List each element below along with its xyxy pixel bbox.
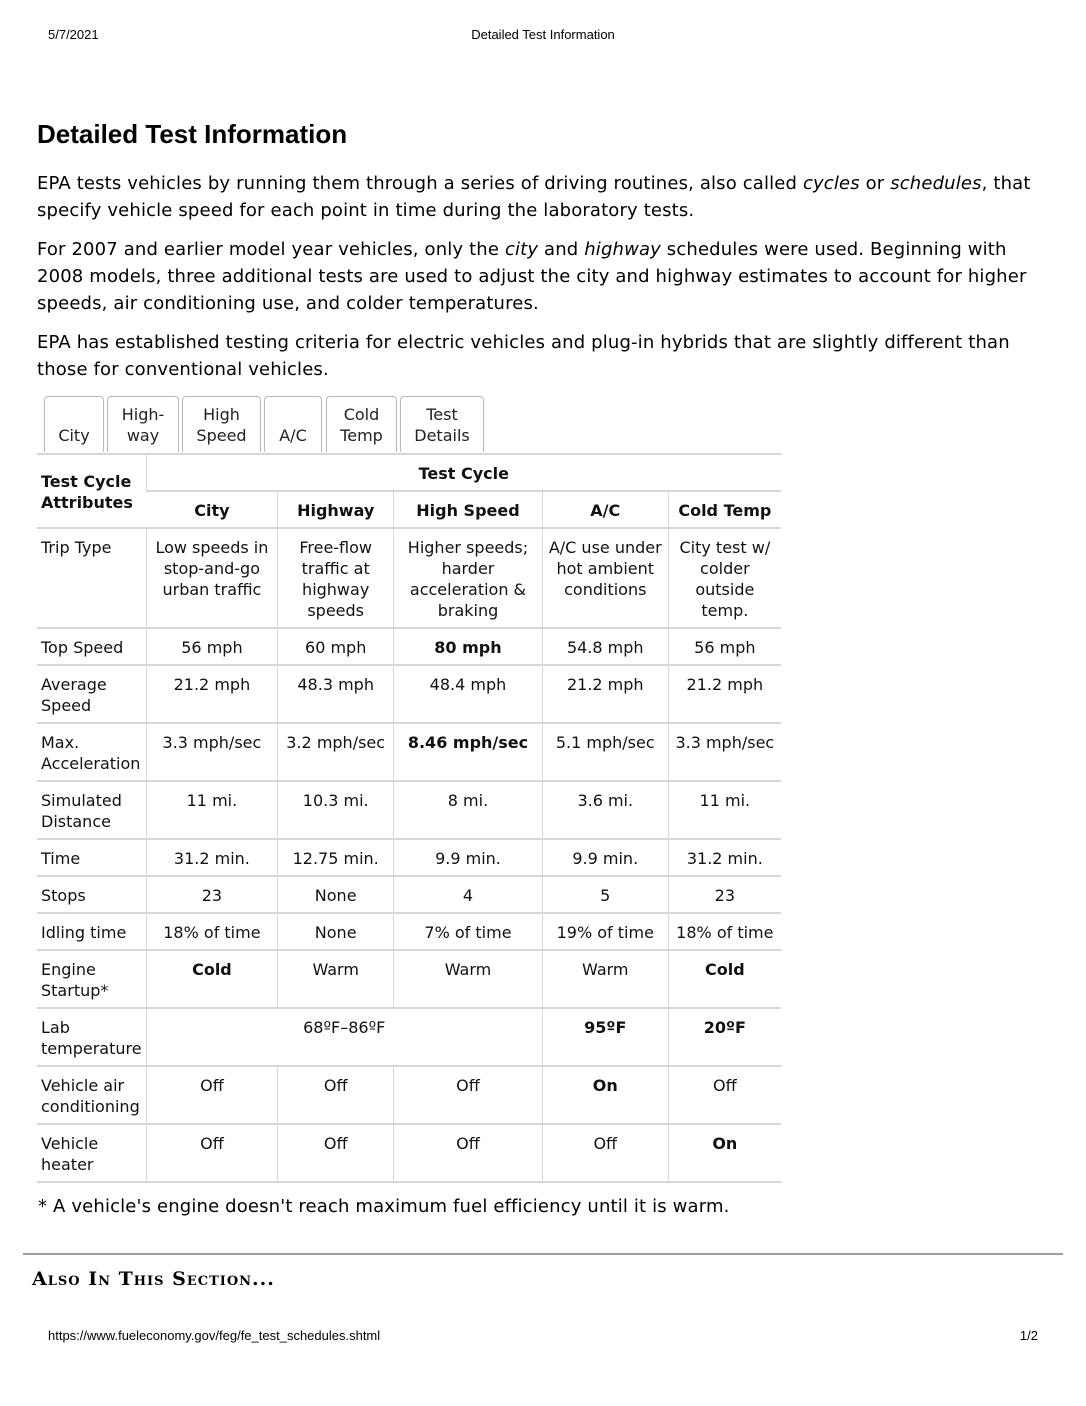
table-cell: Off xyxy=(394,1066,543,1124)
table-cell: 3.3 mph/sec xyxy=(668,723,781,781)
table-cell: Cold xyxy=(146,950,278,1008)
table-cell: 95ºF xyxy=(542,1008,668,1066)
table-column-header-row xyxy=(37,491,781,528)
row-label: Max. Acceleration xyxy=(37,723,146,781)
p1-term-schedules: schedules xyxy=(890,173,982,194)
p2-text-c: schedules were used. Beginning with 2008 models, three additional tests are used to adjust the city and highway estimates to account for higher speeds, air conditioning use, and colder temperatures. xyxy=(37,239,1027,314)
table-cell: None xyxy=(278,876,394,913)
table-row xyxy=(37,665,781,723)
table-cell: Off xyxy=(146,1066,278,1124)
test-cycle-table xyxy=(37,453,781,1183)
print-title: Detailed Test Information xyxy=(471,27,615,42)
tab-test-details[interactable] xyxy=(400,396,484,452)
table-row xyxy=(37,913,781,950)
table-cell: 4 xyxy=(394,876,543,913)
col-header-high-speed: High Speed xyxy=(394,491,543,528)
row-label: Idling time xyxy=(37,913,146,950)
row-label: Average Speed xyxy=(37,665,146,723)
table-row xyxy=(37,950,781,1008)
p1-text-a: EPA tests vehicles by running them through a series of driving routines, also called xyxy=(37,173,803,194)
tab-label: A/C xyxy=(279,426,307,445)
table-cell: Off xyxy=(394,1124,543,1182)
p2-text-a: For 2007 and earlier model year vehicles, only the xyxy=(37,239,505,260)
print-page-number: 1/2 xyxy=(1019,1328,1038,1343)
attr-column-header: Test Cycle Attributes xyxy=(37,454,146,528)
col-header-city: City xyxy=(146,491,278,528)
table-cell: 31.2 min. xyxy=(146,839,278,876)
col-header-highway: Highway xyxy=(278,491,394,528)
table-cell: Low speeds in stop-and-go urban traffic xyxy=(146,528,278,628)
table-cell: 5 xyxy=(542,876,668,913)
table-cell: 9.9 min. xyxy=(542,839,668,876)
table-cell: A/C use under hot ambient conditions xyxy=(542,528,668,628)
table-cell: Cold xyxy=(668,950,781,1008)
tab-label: High- way xyxy=(121,405,165,445)
p1-text-b: or xyxy=(859,173,891,194)
table-cell: 20ºF xyxy=(668,1008,781,1066)
p1-term-cycles: cycles xyxy=(802,173,860,194)
table-cell: Off xyxy=(278,1124,394,1182)
table-cell: 21.2 mph xyxy=(668,665,781,723)
engine-footnote: * A vehicle's engine doesn't reach maximum fuel efficiency until it is warm. xyxy=(38,1196,730,1217)
print-url: https://www.fueleconomy.gov/feg/fe_test_schedules.shtml xyxy=(48,1328,381,1343)
table-row xyxy=(37,839,781,876)
table-cell: 80 mph xyxy=(394,628,543,665)
row-label: Top Speed xyxy=(37,628,146,665)
table-cell: Off xyxy=(278,1066,394,1124)
table-cell: 56 mph xyxy=(668,628,781,665)
table-cell: 60 mph xyxy=(278,628,394,665)
table-cell: Warm xyxy=(278,950,394,1008)
tab-label: Cold Temp xyxy=(340,405,383,445)
tab-label: City xyxy=(58,426,90,445)
table-cell: 21.2 mph xyxy=(542,665,668,723)
table-cell: 11 mi. xyxy=(146,781,278,839)
table-cell: 21.2 mph xyxy=(146,665,278,723)
table-row xyxy=(37,876,781,913)
table-row xyxy=(37,1066,781,1124)
table-cell: Warm xyxy=(542,950,668,1008)
also-in-section-heading: Also In This Section... xyxy=(32,1268,275,1290)
table-cell: Free-flow traffic at highway speeds xyxy=(278,528,394,628)
table-cell: 3.3 mph/sec xyxy=(146,723,278,781)
table-cell: 48.3 mph xyxy=(278,665,394,723)
table-cell: Off xyxy=(668,1066,781,1124)
intro-paragraph xyxy=(37,170,1037,224)
table-cell: 48.4 mph xyxy=(394,665,543,723)
table-cell: 54.8 mph xyxy=(542,628,668,665)
table-cell: 23 xyxy=(668,876,781,913)
row-label: Vehicle air conditioning xyxy=(37,1066,146,1124)
row-label: Trip Type xyxy=(37,528,146,628)
row-label: Stops xyxy=(37,876,146,913)
table-cell: 3.2 mph/sec xyxy=(278,723,394,781)
table-cell: 19% of time xyxy=(542,913,668,950)
table-cell: 68ºF–86ºF xyxy=(146,1008,542,1066)
p2-term-city: city xyxy=(504,239,539,260)
table-cell: 9.9 min. xyxy=(394,839,543,876)
table-cell: 18% of time xyxy=(668,913,781,950)
tab-high-speed[interactable] xyxy=(182,396,261,452)
table-cell: Off xyxy=(542,1124,668,1182)
row-label: Time xyxy=(37,839,146,876)
table-cell: Warm xyxy=(394,950,543,1008)
table-row xyxy=(37,781,781,839)
row-label: Simulated Distance xyxy=(37,781,146,839)
row-label: Engine Startup* xyxy=(37,950,146,1008)
col-header-cold-temp: Cold Temp xyxy=(668,491,781,528)
row-label: Vehicle heater xyxy=(37,1124,146,1182)
tab-label: Test Details xyxy=(414,405,470,445)
table-cell: On xyxy=(542,1066,668,1124)
page-title: Detailed Test Information xyxy=(37,119,348,149)
table-cell: 7% of time xyxy=(394,913,543,950)
tab-cold-temp[interactable] xyxy=(326,396,397,452)
table-row xyxy=(37,723,781,781)
table-cell: 18% of time xyxy=(146,913,278,950)
tab-highway[interactable] xyxy=(107,396,179,452)
table-row xyxy=(37,1008,781,1066)
table-cell: 8 mi. xyxy=(394,781,543,839)
tab-city[interactable] xyxy=(44,396,104,452)
p2-text-b: and xyxy=(538,239,585,260)
table-row xyxy=(37,628,781,665)
row-label: Lab temperature xyxy=(37,1008,146,1066)
table-row xyxy=(37,528,781,628)
col-header-ac: A/C xyxy=(542,491,668,528)
ev-paragraph: EPA has established testing criteria for electric vehicles and plug-in hybrids that are slightly different than those for conventional vehicles. xyxy=(37,332,1010,380)
table-cell: City test w/ colder outside temp. xyxy=(668,528,781,628)
table-cell: 56 mph xyxy=(146,628,278,665)
table-row xyxy=(37,1124,781,1182)
history-paragraph xyxy=(37,236,1037,317)
tab-label: High Speed xyxy=(196,405,247,445)
table-cell: 11 mi. xyxy=(668,781,781,839)
p2-term-highway: highway xyxy=(584,239,661,260)
section-divider xyxy=(23,1253,1063,1255)
table-cell: None xyxy=(278,913,394,950)
test-cycle-group-header: Test Cycle xyxy=(146,454,781,491)
table-cell: Off xyxy=(146,1124,278,1182)
table-cell: 23 xyxy=(146,876,278,913)
table-cell: 8.46 mph/sec xyxy=(394,723,543,781)
print-date: 5/7/2021 xyxy=(48,27,99,42)
table-cell: 12.75 min. xyxy=(278,839,394,876)
table-cell: 5.1 mph/sec xyxy=(542,723,668,781)
table-group-header-row xyxy=(37,454,781,491)
p1-text-c: , that specify vehicle speed for each point in time during the laboratory tests. xyxy=(37,173,1031,221)
table-cell: 31.2 min. xyxy=(668,839,781,876)
tab-ac[interactable] xyxy=(264,396,322,452)
table-cell: 10.3 mi. xyxy=(278,781,394,839)
table-cell: On xyxy=(668,1124,781,1182)
table-cell: 3.6 mi. xyxy=(542,781,668,839)
table-cell: Higher speeds; harder acceleration & braking xyxy=(394,528,543,628)
